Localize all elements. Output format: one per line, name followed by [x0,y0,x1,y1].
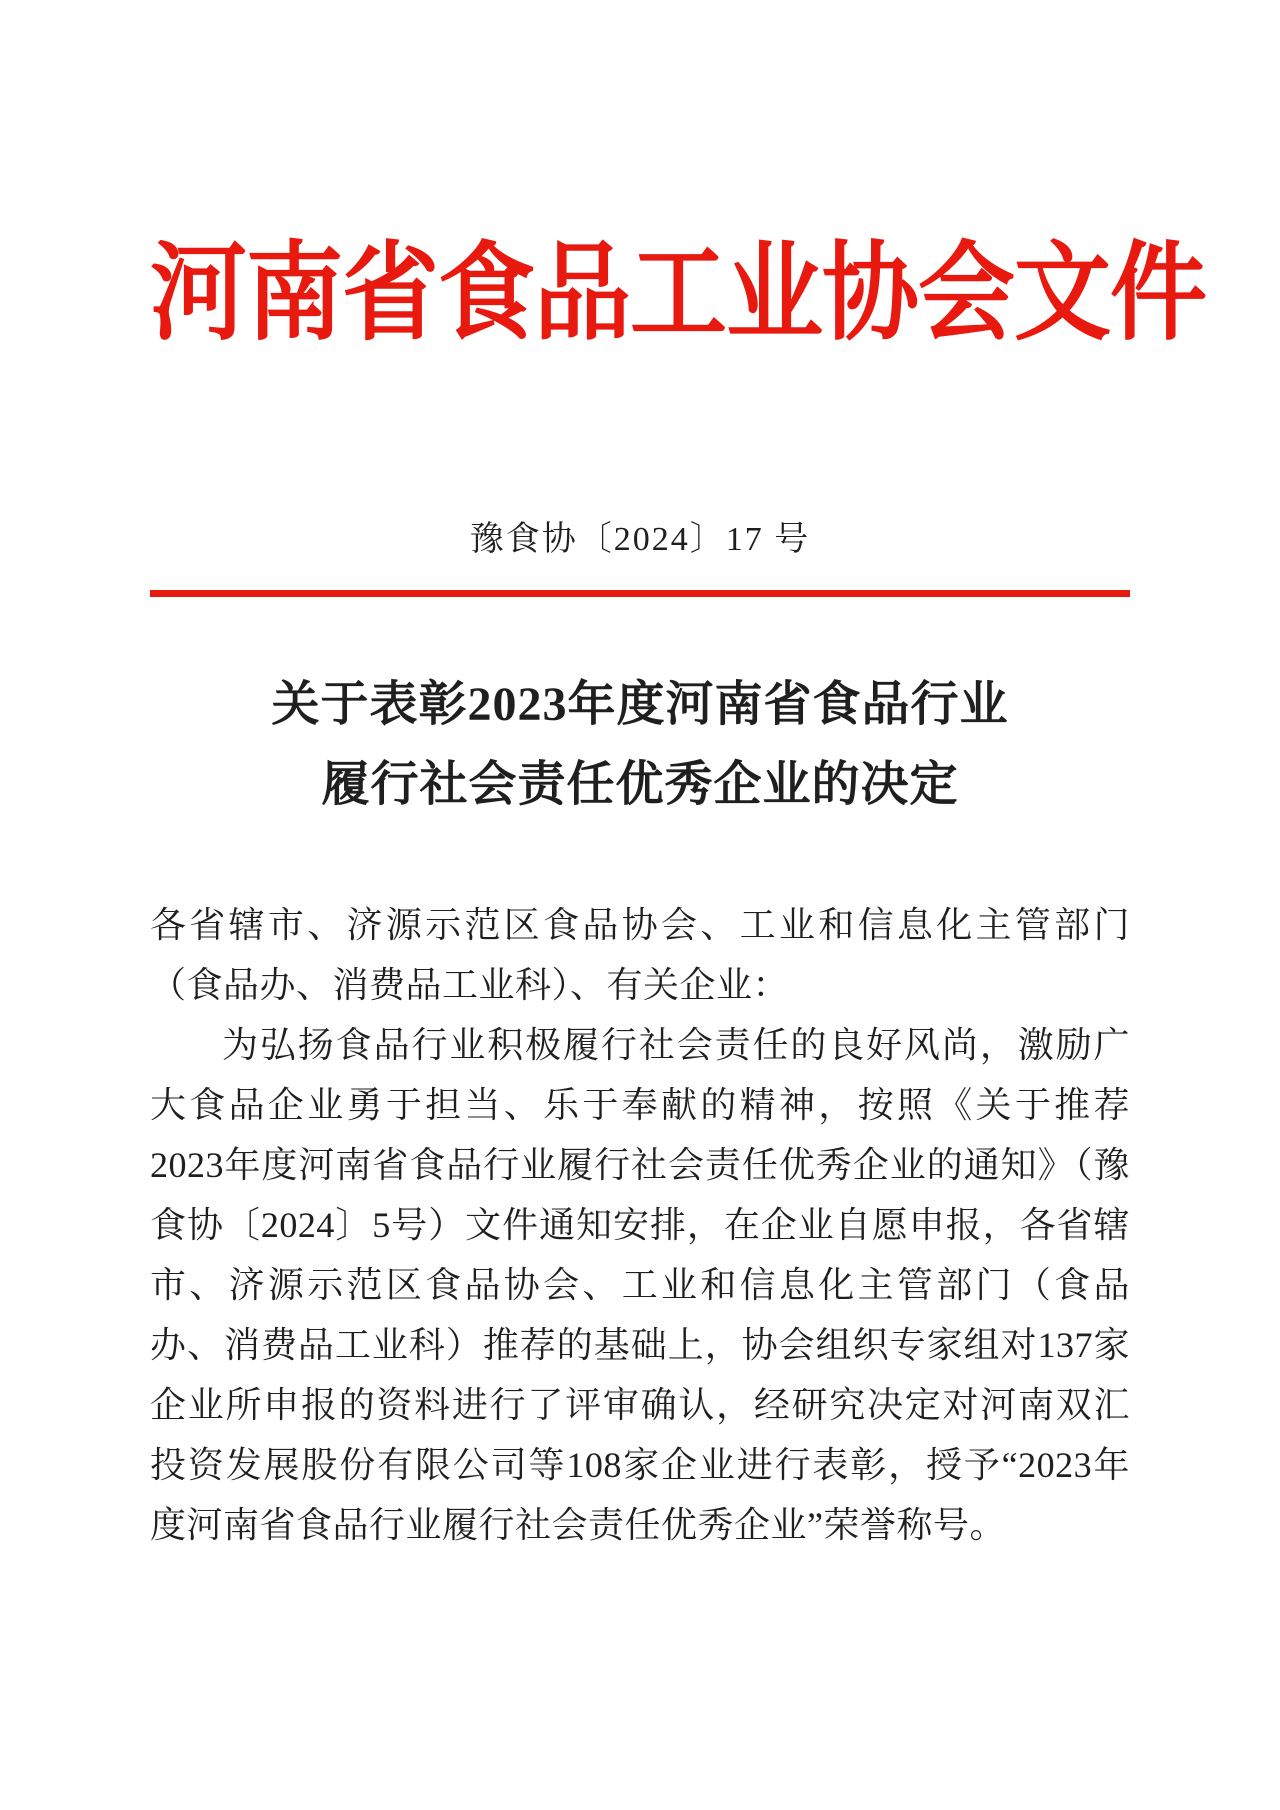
salutation: 各省辖市、济源示范区食品协会、工业和信息化主管部门（食品办、消费品工业科）、有关企业： [150,905,1130,1005]
document-page [150,0,1206,1555]
document-body [150,895,1130,1555]
body-paragraph: 为弘扬食品行业积极履行社会责任的良好风尚，激励广大食品企业勇于担当、乐于奉献的精神，按照《关于推荐2023年度河南省食品行业履行社会责任优秀企业的通知》（豫食协〔2024〕5号）文件通知安排，在企业自愿申报，各省辖市、济源示范区食品协会、工业和信息化主管部门（食品办、消费品工业科）推荐的基础上，协会组织专家组对137家企业所申报的资料进行了评审确认，经研究决定对河南双汇投资发展股份有限公司等108家企业进行表彰，授予“2023年度河南省食品行业履行社会责任优秀企业”荣誉称号。 [150,1025,1130,1545]
document-title-line2: 履行社会责任优秀企业的决定 [321,758,959,811]
letterhead-title: 河南省食品工业协会文件 [150,229,1206,355]
document-title [150,665,1130,825]
document-title-line1: 关于表彰2023年度河南省食品行业 [271,678,1009,731]
red-divider-line [150,590,1130,597]
document-number: 豫食协〔2024〕17 号 [469,521,811,558]
